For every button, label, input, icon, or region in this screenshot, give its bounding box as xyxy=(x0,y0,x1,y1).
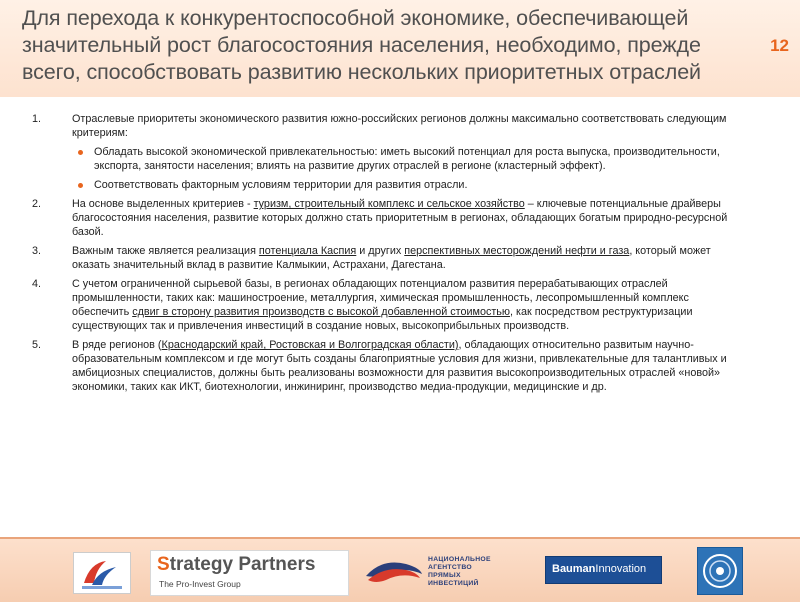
criteria-list xyxy=(72,145,744,192)
item-text: , который может оказать значительный вклад в развитие Калмыкии, Астрахани, Дагестана. xyxy=(72,245,711,271)
strategy-partners-rest: trategy Partners xyxy=(169,554,316,575)
regional-logo xyxy=(73,552,131,594)
agency-name: НАЦИОНАЛЬНОЕ АГЕНТСТВО ПРЯМЫХ ИНВЕСТИЦИЙ xyxy=(428,556,491,587)
bauman-innovation-name xyxy=(552,563,646,575)
slide-title: Для перехода к конкурентоспособной экономике, обеспечивающей значительный рост благосостояния населения, необходимо, прежде всего, способствовать развитию нескольких приоритетных отраслей xyxy=(22,6,701,84)
item-text: – ключевые потенциальные драйверы благосостояния населения, развитие которых должно стать приоритетным в регионах, обладающих богатым природно-ресурсной базой. xyxy=(72,198,728,238)
bauman-word: Bauman xyxy=(552,563,596,575)
underlined-text: Краснодарский край, Ростовская и Волгоградская области) xyxy=(161,339,459,351)
strategy-partners-logo xyxy=(150,550,349,596)
underlined-text: потенциала Каспия xyxy=(258,245,357,257)
item-text: В ряде регионов ( xyxy=(72,339,162,351)
criteria-text: Обладать высокой экономической привлекательностью: иметь высокий потенциал для роста выпуска, производительности, экспорта, занятости населения; влиять на развитие других отраслей в регионе (кластерный эффект). xyxy=(94,146,720,172)
item-text: , как посредством реструктуризации существующих так и привлечения инвестиций в создание новых, высокоприбыльных производств. xyxy=(72,306,693,332)
emblem-logo xyxy=(697,547,743,595)
strategy-partners-subtitle: The Pro-Invest Group xyxy=(159,579,241,589)
bullet-icon xyxy=(78,183,83,188)
underlined-text: туризм, строительный комплекс и сельское хозяйство xyxy=(253,198,525,210)
underlined-text: сдвиг в сторону развития производств с высокой добавленной стоимостью xyxy=(132,306,511,318)
item-text: Отраслевые приоритеты экономического развития южно-российских регионов должны максимально соответствовать следующим критериям: xyxy=(72,113,727,139)
regional-logo-icon xyxy=(74,553,130,593)
strategy-partners-s: S xyxy=(157,554,170,575)
criteria-item xyxy=(72,178,744,192)
slide-body xyxy=(32,112,744,399)
criteria-item xyxy=(72,145,744,173)
agency-flag-icon xyxy=(362,552,424,592)
criteria-text: Соответствовать факторным условиям территории для развития отрасли. xyxy=(94,179,468,191)
slide-number: 12 xyxy=(770,36,789,55)
item-number: 2. xyxy=(32,198,42,210)
item-number: 4. xyxy=(32,278,42,290)
list-item-5 xyxy=(32,338,744,394)
innovation-word: Innovation xyxy=(595,563,647,575)
list-item-4 xyxy=(32,277,744,333)
list-item-1 xyxy=(32,112,744,192)
agency-logo xyxy=(362,552,522,592)
item-number: 3. xyxy=(32,245,42,257)
slide-header xyxy=(0,0,800,97)
item-number: 1. xyxy=(32,113,42,125)
item-text: и других xyxy=(356,245,405,257)
item-text: С учетом ограниченной сырьевой базы, в регионах обладающих потенциалом развития перерабатывающих отраслей промышленности, таких как: машиностроение, металлургия, химическая промышленность, лесопромышленный комплекс обеспечить xyxy=(72,278,689,318)
list-item-2 xyxy=(32,197,744,239)
item-text: На основе выделенных критериев - xyxy=(72,198,254,210)
underlined-text: перспективных месторождений нефти и газа xyxy=(404,245,630,257)
item-text: , обладающих относительно развитым научно-образовательным комплексом и где могут быть созданы благоприятные условия для жизни, привлекательные для талантливых и амбициозных специалистов, должны быть реализованы возможности для развития высокопроизводительных отраслей «новой» экономики, таких как ИКТ, биотехнологии, инжиниринг, производство медиа-продукции, медицинские и др. xyxy=(72,339,727,393)
bullet-icon xyxy=(78,150,83,155)
item-number: 5. xyxy=(32,339,42,351)
emblem-icon xyxy=(698,548,742,594)
list-item-3 xyxy=(32,244,744,272)
bauman-innovation-logo xyxy=(545,556,662,584)
logo-footer xyxy=(0,537,800,602)
item-text: Важным также является реализация xyxy=(72,245,259,257)
strategy-partners-name xyxy=(157,554,315,576)
